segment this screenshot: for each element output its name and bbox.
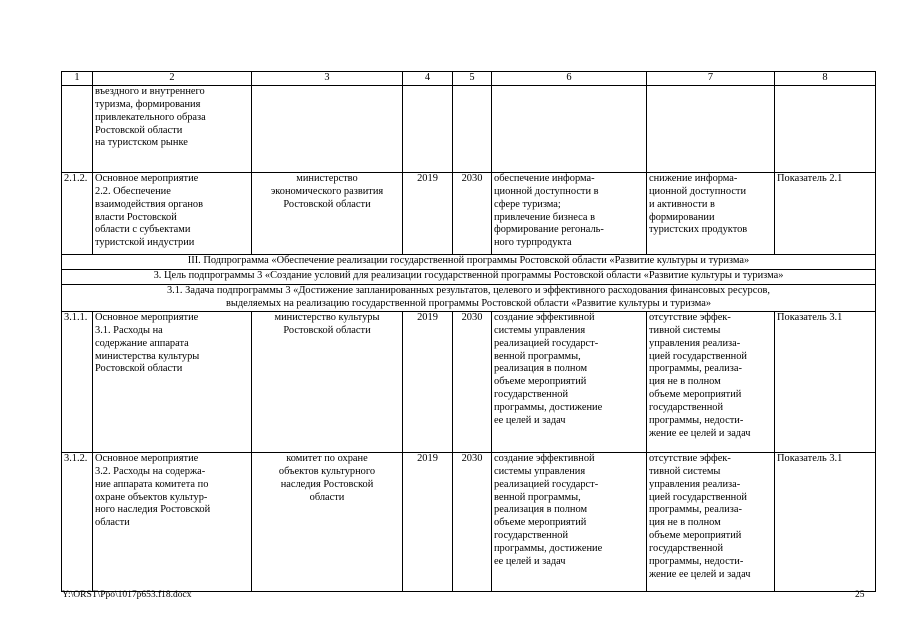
goal-row [62, 269, 876, 284]
text-line: отсутствие эффек- [649, 452, 731, 464]
end-year: 2030 [453, 311, 492, 452]
footer-file-path: Y:\ORST\Ppo\1017p653.f18.docx [62, 590, 192, 600]
measures-table [61, 71, 876, 592]
text-line: снижение информа- [649, 172, 738, 184]
text-line: программы, реализа- [649, 504, 742, 516]
text-line: Ростовской области [283, 198, 371, 210]
executor [252, 172, 403, 254]
start-year: 2019 [403, 452, 453, 591]
subprogram-title: III. Подпрограмма «Обеспечение реализации государственной программы Ростовской области «Развитие культуры и туризма» [62, 254, 876, 269]
text-line: привлекательного образа [95, 111, 206, 123]
text-line: системы управления [494, 324, 586, 336]
continuation-row [62, 85, 876, 172]
task-title [62, 284, 876, 311]
text-line: формировании [649, 211, 715, 223]
text-line: ция не в полном [649, 376, 721, 388]
text-line: на туристском рынке [95, 137, 188, 149]
text-line: 3.2. Расходы на содержа- [95, 465, 206, 477]
text-line: цией государственной [649, 350, 747, 362]
text-line: объеме мероприятий [649, 530, 742, 542]
text-line: туризма, формирования [95, 98, 201, 110]
header-cell: 1 [62, 72, 93, 86]
text-line: министерство [296, 172, 358, 184]
text-line: венной программы, [494, 350, 581, 362]
text-line: объеме мероприятий [494, 517, 587, 529]
text-line: комитет по охране [286, 452, 368, 464]
table-row [62, 311, 876, 452]
text-line: отсутствие эффек- [649, 311, 731, 323]
text-line: ционной доступности в [494, 185, 599, 197]
text-line: выделяемых на реализацию государственной программы Ростовской области «Развитие культуры и туризма» [225, 297, 712, 309]
executor [252, 311, 403, 452]
text-line: охране объектов культур- [95, 491, 208, 503]
expected-result [492, 172, 647, 254]
text-line: Ростовской области [95, 363, 183, 375]
header-row [62, 72, 876, 86]
text-line: области с субъектами [95, 224, 191, 236]
start-year: 2019 [403, 311, 453, 452]
text-line: и активности в [649, 198, 715, 210]
goal-title: 3. Цель подпрограммы 3 «Создание условий для реализации государственной программы Ростовской области «Развитие культуры и туризма» [62, 269, 876, 284]
text-line: государственной [649, 402, 724, 414]
text-line: программы, достижение [494, 402, 603, 414]
text-line: министерства культуры [95, 350, 200, 362]
text-line: тивной системы [649, 324, 721, 336]
text-line: ного наследия Ростовской [95, 504, 211, 516]
end-year: 2030 [453, 172, 492, 254]
text-line: обеспечение информа- [494, 172, 595, 184]
text-line: ционной доступности [649, 185, 747, 197]
header-cell: 2 [93, 72, 252, 86]
text-line: сфере туризма; [494, 198, 561, 210]
text-line: реализацией государст- [494, 478, 599, 490]
indicator: Показатель 3.1 [775, 452, 876, 591]
indicator: Показатель 3.1 [775, 311, 876, 452]
consequences [647, 311, 775, 452]
text-line: управления реализа- [649, 337, 741, 349]
text-line: объеме мероприятий [649, 389, 742, 401]
row-number: 2.1.2. [62, 172, 93, 254]
row-number: 3.1.2. [62, 452, 93, 591]
text-line: Основное мероприятие [95, 311, 199, 323]
text-line: ее целей и задач [494, 415, 566, 427]
text-line: реализация в полном [494, 363, 588, 375]
text-line: 3.1. Задача подпрограммы 3 «Достижение запланированных результатов, целевого и эффективного расходования финансовых ресурсов, [166, 284, 771, 296]
text-line: программы, достижение [494, 543, 603, 555]
text-line: тивной системы [649, 465, 721, 477]
measure-name [93, 85, 252, 172]
header-cell: 4 [403, 72, 453, 86]
text-line: министерство культуры [274, 311, 380, 323]
text-line: Основное мероприятие [95, 452, 199, 464]
page-number: 25 [855, 590, 865, 600]
header-cell: 6 [492, 72, 647, 86]
text-line: туристской индустрии [95, 237, 195, 249]
measure-name [93, 452, 252, 591]
consequences [647, 172, 775, 254]
text-line: экономического развития [270, 185, 384, 197]
end-year: 2030 [453, 452, 492, 591]
text-line: реализация в полном [494, 504, 588, 516]
text-line: Ростовской области [283, 324, 371, 336]
text-line: Ростовской области [95, 124, 183, 136]
text-line: государственной [494, 530, 569, 542]
text-line: программы, недости- [649, 415, 744, 427]
text-line: 3.1. Расходы на [95, 324, 163, 336]
text-line: содержание аппарата [95, 337, 189, 349]
text-line: 2.2. Обеспечение [95, 185, 171, 197]
text-line: цией государственной [649, 491, 747, 503]
measure-name [93, 311, 252, 452]
text-line: туристских продуктов [649, 224, 748, 236]
text-line: государственной [649, 543, 724, 555]
text-line: въездного и внутреннего [95, 85, 205, 97]
text-line: программы, реализа- [649, 363, 742, 375]
text-line: ция не в полном [649, 517, 721, 529]
text-line: взаимодействия органов [95, 198, 204, 210]
consequences [647, 452, 775, 591]
text-line: власти Ростовской [95, 211, 177, 223]
table-row [62, 172, 876, 254]
task-row [62, 284, 876, 311]
text-line: жение ее целей и задач [649, 568, 751, 580]
measure-name [93, 172, 252, 254]
text-line: области [95, 517, 130, 529]
text-line: реализацией государст- [494, 337, 599, 349]
header-cell: 5 [453, 72, 492, 86]
subprogram-row [62, 254, 876, 269]
expected-result [492, 311, 647, 452]
text-line: объеме мероприятий [494, 376, 587, 388]
text-line: программы, недости- [649, 556, 744, 568]
header-cell: 3 [252, 72, 403, 86]
text-line: венной программы, [494, 491, 581, 503]
expected-result [492, 452, 647, 591]
text-line: системы управления [494, 465, 586, 477]
text-line: привлечение бизнеса в [494, 211, 596, 223]
text-line: формирование регональ- [494, 224, 604, 236]
text-line: ее целей и задач [494, 556, 566, 568]
text-line: ного турпродукта [494, 237, 572, 249]
text-line: государственной [494, 389, 569, 401]
start-year: 2019 [403, 172, 453, 254]
indicator: Показатель 2.1 [775, 172, 876, 254]
text-line: создание эффективной [494, 311, 595, 323]
text-line: создание эффективной [494, 452, 595, 464]
text-line: управления реализа- [649, 478, 741, 490]
text-line: Основное мероприятие [95, 172, 199, 184]
text-line: области [309, 491, 345, 503]
header-cell: 8 [775, 72, 876, 86]
text-line: объектов культурного [278, 465, 376, 477]
table-row [62, 452, 876, 591]
executor [252, 452, 403, 591]
text-line: жение ее целей и задач [649, 427, 751, 439]
header-cell: 7 [647, 72, 775, 86]
text-line: наследия Ростовской [280, 478, 374, 490]
row-number: 3.1.1. [62, 311, 93, 452]
text-line: ние аппарата комитета по [95, 478, 209, 490]
